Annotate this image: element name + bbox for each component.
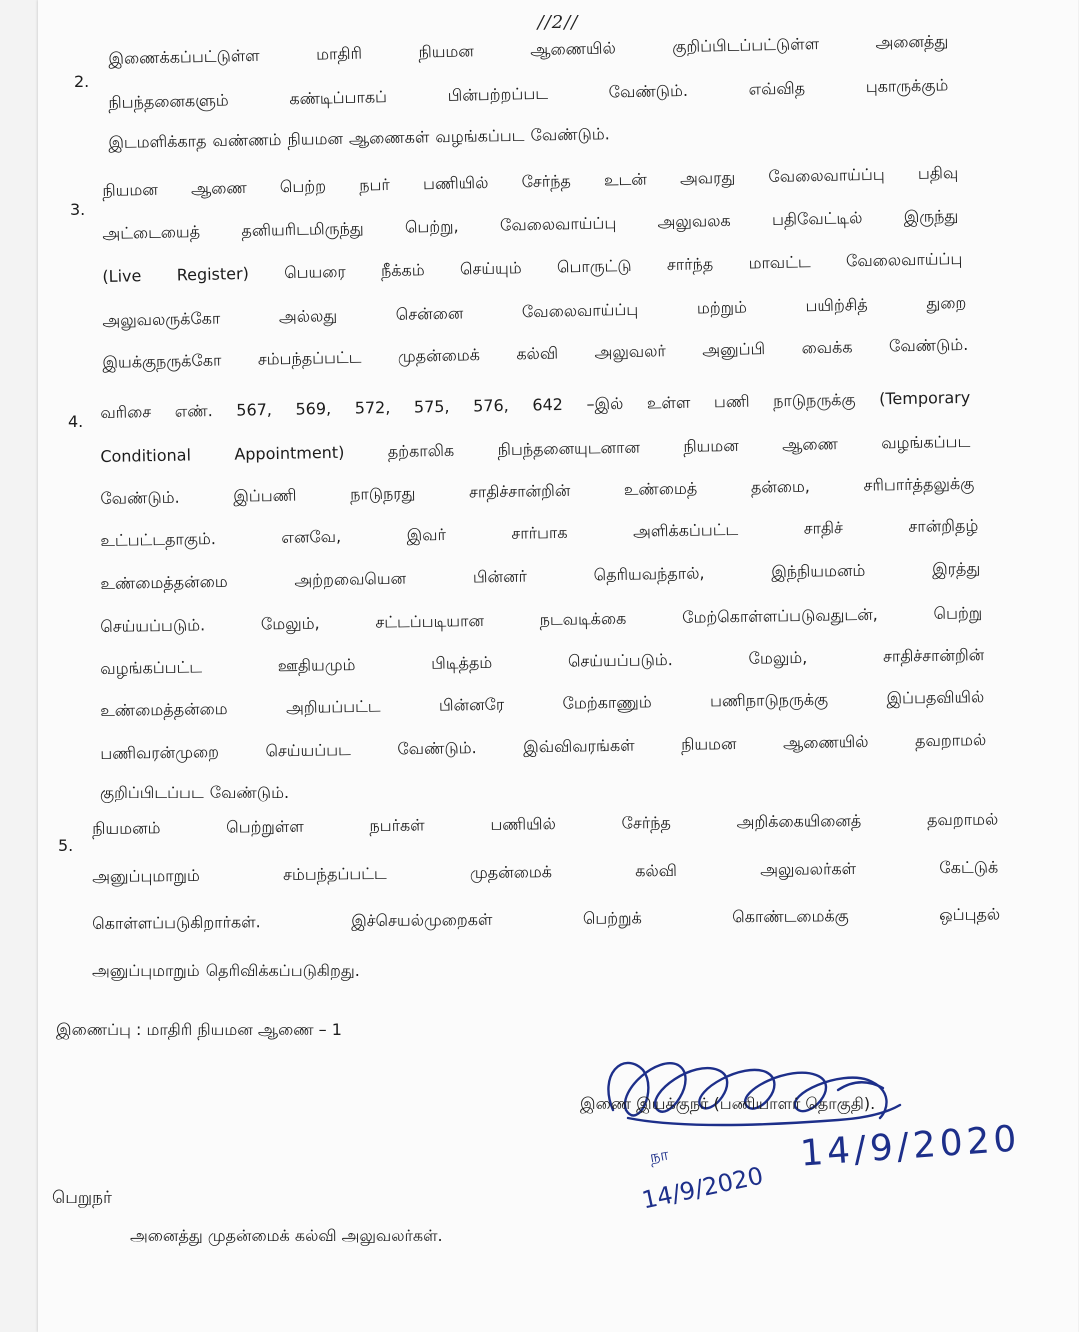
item-3-line-2: அட்டையைத் தனியரிடமிருந்து பெற்று, வேலைவாய்ப்பு அலுவலக பதிவேட்டில் இருந்து (102, 206, 959, 243)
item-4-line-7: வழங்கப்பட்ட ஊதியமும் பிடித்தம் செய்யப்படும். மேலும், சாதிச்சான்றின் (100, 645, 985, 678)
item-4-line-5: உண்மைத்தன்மை அற்றவையென பின்னர் தெரியவந்தால், இந்நியமனம் இரத்து (100, 558, 981, 593)
item-5-line-4: அனுப்புமாறும் தெரிவிக்கப்படுகிறது. (92, 961, 360, 980)
recipient-text: அனைத்து முதன்மைக் கல்வி அலுவலர்கள். (130, 1226, 443, 1245)
item-3-line-1: நியமன ஆணை பெற்ற நபர் பணியில் சேர்ந்த உடன் அவரது வேலைவாய்ப்பு பதிவு (102, 163, 959, 200)
item-2-line-3: இடமளிக்காத வண்ணம் நியமன ஆணைகள் வழங்கப்பட வேண்டும். (108, 124, 610, 152)
recipient-heading: பெறுநர் (52, 1188, 112, 1208)
item-5-line-3: கொள்ளப்படுகிறார்கள். இச்செயல்முறைகள் பெற்றுக் கொண்டமைக்கு ஒப்புதல் (92, 904, 1001, 933)
item-5-number: 5. (58, 836, 74, 855)
item-3-line-3: (Live Register) பெயரை நீக்கம் செய்யும் பொருட்டு சார்ந்த மாவட்ட வேலைவாய்ப்பு (102, 248, 963, 286)
initial-mark: நா (648, 1144, 670, 1167)
item-4-line-9: பணிவரன்முறை செய்யப்பட வேண்டும். இவ்விவரங்கள் நியமன ஆணையில் தவறாமல் (100, 730, 987, 763)
document-page (38, 0, 1078, 1332)
item-4-number: 4. (68, 412, 84, 431)
enclosure-line: இணைப்பு : மாதிரி நியமன ஆணை – 1 (56, 1020, 342, 1039)
item-4-line-4: உட்பட்டதாகும். எனவே, இவர் சார்பாக அளிக்கப்பட்ட சாதிச் சான்றிதழ் (100, 515, 979, 550)
item-4-line-8: உண்மைத்தன்மை அறியப்பட்ட பின்னரே மேற்காணும் பணிநாடுநருக்கு இப்பதவியில் (100, 687, 985, 720)
item-5-line-2: அனுப்புமாறும் சம்பந்தப்பட்ட முதன்மைக் கல்வி அலுவலர்கள் கேட்டுக் (92, 857, 999, 886)
item-4-line-2: Conditional Appointment) தற்காலிக நிபந்தனையுடனான நியமன ஆணை வழங்கப்பட (100, 431, 971, 466)
item-2-number: 2. (74, 72, 90, 91)
signature-date: 14/9/2020 (798, 1118, 1022, 1175)
item-2-line-1: இணைக்கப்பட்டுள்ள மாதிரி நியமன ஆணையில் குறிப்பிடப்பட்டுள்ள அனைத்து (108, 31, 949, 68)
item-4-line-6: செய்யப்படும். மேலும், சட்டப்படியான நடவடிக்கை மேற்கொள்ளப்படுவதுடன், பெற்று (100, 603, 983, 636)
item-3-line-5: இயக்குநருக்கோ சம்பந்தப்பட்ட முதன்மைக் கல்வி அலுவலர் அனுப்பி வைக்க வேண்டும். (102, 334, 969, 372)
item-4-line-10: குறிப்பிடப்பட வேண்டும். (100, 783, 290, 802)
item-2-line-2: நிபந்தனைகளும் கண்டிப்பாகப் பின்பற்றப்பட வேண்டும். எவ்வித புகாருக்கும் (108, 75, 949, 112)
item-4-line-1: வரிசை எண். 567, 569, 572, 575, 576, 642 –இல் உள்ள பணி நாடுநருக்கு (Temporary (100, 387, 971, 422)
item-3-number: 3. (70, 200, 86, 219)
signatory-designation: இணை இயக்குநர் (பணியாளர் தொகுதி). (580, 1094, 876, 1113)
item-3-line-4: அலுவலருக்கோ அல்லது சென்னை வேலைவாய்ப்பு மற்றும் பயிற்சித் துறை (102, 292, 967, 330)
item-4-line-3: வேண்டும். இப்பணி நாடுநரது சாதிச்சான்றின் உண்மைத் தன்மை, சரிபார்த்தலுக்கு (100, 473, 975, 508)
page-number: //2// (537, 12, 579, 33)
initial-date: 14/9/2020 (639, 1161, 766, 1215)
item-5-line-1: நியமனம் பெற்றுள்ள நபர்கள் பணியில் சேர்ந்த அறிக்கையினைத் தவறாமல் (92, 809, 999, 838)
